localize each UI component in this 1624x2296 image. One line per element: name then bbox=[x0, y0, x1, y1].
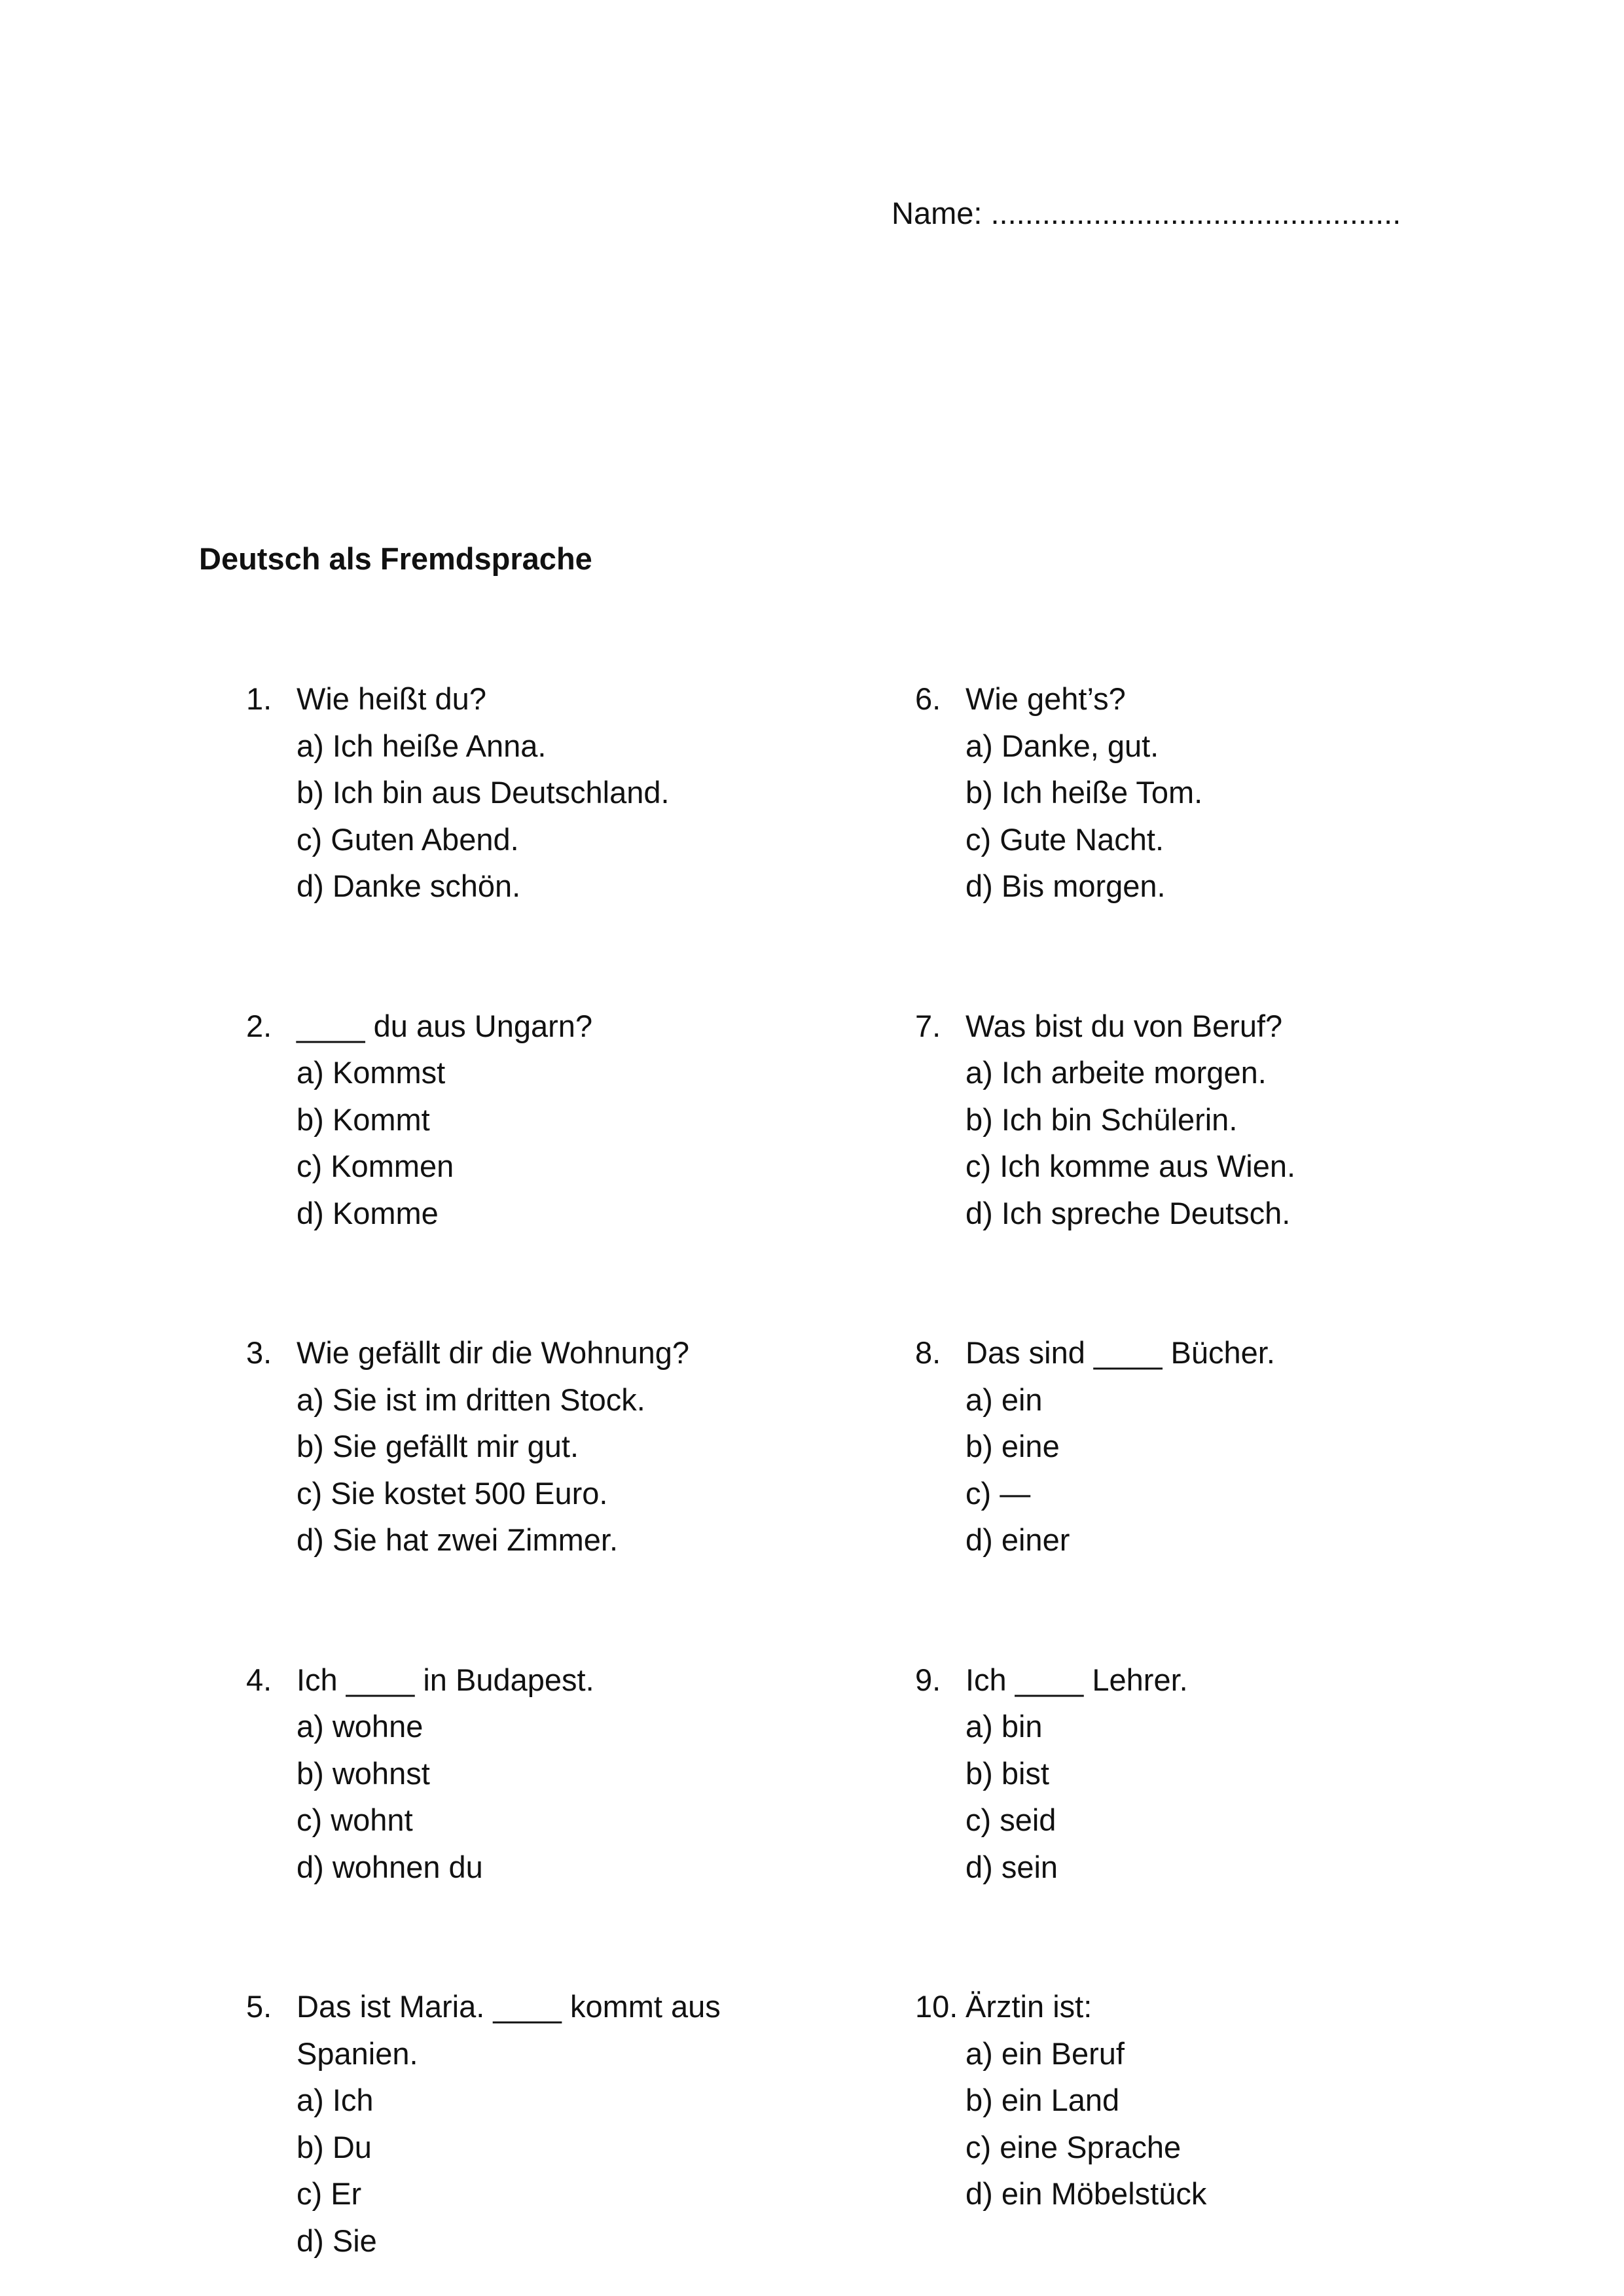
answer-option-b: b) eine bbox=[965, 1429, 1060, 1463]
question-7 bbox=[915, 1003, 1413, 1237]
question-6 bbox=[915, 675, 1413, 910]
answer-option-b: b) Sie gefällt mir gut. bbox=[297, 1429, 579, 1463]
question-text: Wie heißt du? bbox=[297, 681, 486, 716]
answer-option-c: c) Kommen bbox=[297, 1149, 454, 1183]
answer-option-d: d) Sie hat zwei Zimmer. bbox=[297, 1522, 619, 1557]
answer-option-a: a) ein Beruf bbox=[965, 2036, 1125, 2071]
question-column-right bbox=[915, 675, 1413, 2217]
answer-option-a: a) ein bbox=[965, 1382, 1043, 1417]
question-1 bbox=[246, 675, 744, 910]
question-text: Ärztin ist: bbox=[965, 1989, 1092, 2024]
question-2 bbox=[246, 1003, 744, 1237]
answer-option-d: d) Komme bbox=[297, 1195, 439, 1230]
question-number: 1. bbox=[246, 681, 272, 716]
answer-option-d: d) ein Möbelstück bbox=[965, 2176, 1207, 2211]
answer-option-a: a) wohne bbox=[297, 1709, 424, 1744]
answer-option-d: d) Sie bbox=[297, 2223, 377, 2258]
answer-option-b: b) Ich bin Schülerin. bbox=[965, 1102, 1238, 1137]
answer-option-c: c) wohnt bbox=[297, 1803, 413, 1837]
question-10 bbox=[915, 1983, 1413, 2217]
answer-option-b: b) Ich heiße Tom. bbox=[965, 775, 1203, 810]
name-field: Name: ................................................ bbox=[892, 196, 1401, 230]
answer-option-c: c) Guten Abend. bbox=[297, 821, 519, 857]
answer-option-d: d) sein bbox=[965, 1849, 1058, 1884]
question-text: Wie geht’s? bbox=[965, 681, 1126, 716]
question-number: 9. bbox=[915, 1662, 941, 1697]
answer-option-b: b) Kommt bbox=[297, 1102, 430, 1137]
answer-option-b: b) ein Land bbox=[965, 2083, 1120, 2117]
question-column-left bbox=[246, 675, 744, 2264]
question-9 bbox=[915, 1657, 1413, 1891]
answer-option-c: c) seid bbox=[965, 1803, 1056, 1837]
answer-option-b: b) wohnst bbox=[297, 1755, 430, 1791]
question-8 bbox=[915, 1329, 1413, 1564]
answer-option-c: c) Er bbox=[297, 2176, 362, 2211]
question-number: 6. bbox=[915, 681, 941, 716]
question-text: Was bist du von Beruf? bbox=[965, 1008, 1283, 1043]
question-4 bbox=[246, 1657, 744, 1891]
answer-option-d: d) Bis morgen. bbox=[965, 869, 1166, 903]
question-number: 10. bbox=[915, 1989, 958, 2024]
answer-option-b: b) Du bbox=[297, 2129, 372, 2164]
question-text: Wie gefällt dir die Wohnung? bbox=[297, 1335, 690, 1370]
document-title: Deutsch als Fremdsprache bbox=[199, 541, 592, 576]
answer-option-a: a) bin bbox=[965, 1709, 1043, 1744]
answer-option-c: c) Gute Nacht. bbox=[965, 821, 1164, 857]
question-number: 5. bbox=[246, 1989, 272, 2024]
answer-option-b: b) bist bbox=[965, 1755, 1049, 1791]
answer-option-c: c) Ich komme aus Wien. bbox=[965, 1149, 1296, 1183]
answer-option-c: c) Sie kostet 500 Euro. bbox=[297, 1475, 608, 1511]
answer-option-a: a) Ich heiße Anna. bbox=[297, 728, 547, 763]
answer-option-d: d) Danke schön. bbox=[297, 869, 521, 903]
question-3 bbox=[246, 1329, 744, 1564]
answer-option-c: c) — bbox=[965, 1475, 1031, 1511]
question-number: 4. bbox=[246, 1662, 272, 1697]
answer-option-a: a) Ich arbeite morgen. bbox=[965, 1055, 1267, 1090]
question-text: ____ du aus Ungarn? bbox=[297, 1008, 593, 1043]
question-number: 7. bbox=[915, 1008, 941, 1043]
answer-option-a: a) Kommst bbox=[297, 1055, 446, 1090]
answer-option-d: d) wohnen du bbox=[297, 1849, 483, 1884]
answer-option-a: a) Danke, gut. bbox=[965, 728, 1159, 763]
answer-option-a: a) Sie ist im dritten Stock. bbox=[297, 1382, 645, 1417]
question-text: Das ist Maria. ____ kommt aus Spanien. bbox=[297, 1989, 721, 2071]
question-number: 2. bbox=[246, 1008, 272, 1043]
question-5 bbox=[246, 1983, 744, 2264]
question-text: Ich ____ Lehrer. bbox=[965, 1662, 1188, 1697]
question-number: 8. bbox=[915, 1335, 941, 1370]
question-text: Das sind ____ Bücher. bbox=[965, 1335, 1275, 1370]
answer-option-a: a) Ich bbox=[297, 2083, 374, 2117]
answer-option-c: c) eine Sprache bbox=[965, 2129, 1182, 2164]
question-number: 3. bbox=[246, 1335, 272, 1370]
question-text: Ich ____ in Budapest. bbox=[297, 1662, 594, 1697]
answer-option-d: d) Ich spreche Deutsch. bbox=[965, 1195, 1291, 1230]
answer-option-d: d) einer bbox=[965, 1522, 1070, 1557]
answer-option-b: b) Ich bin aus Deutschland. bbox=[297, 775, 670, 810]
